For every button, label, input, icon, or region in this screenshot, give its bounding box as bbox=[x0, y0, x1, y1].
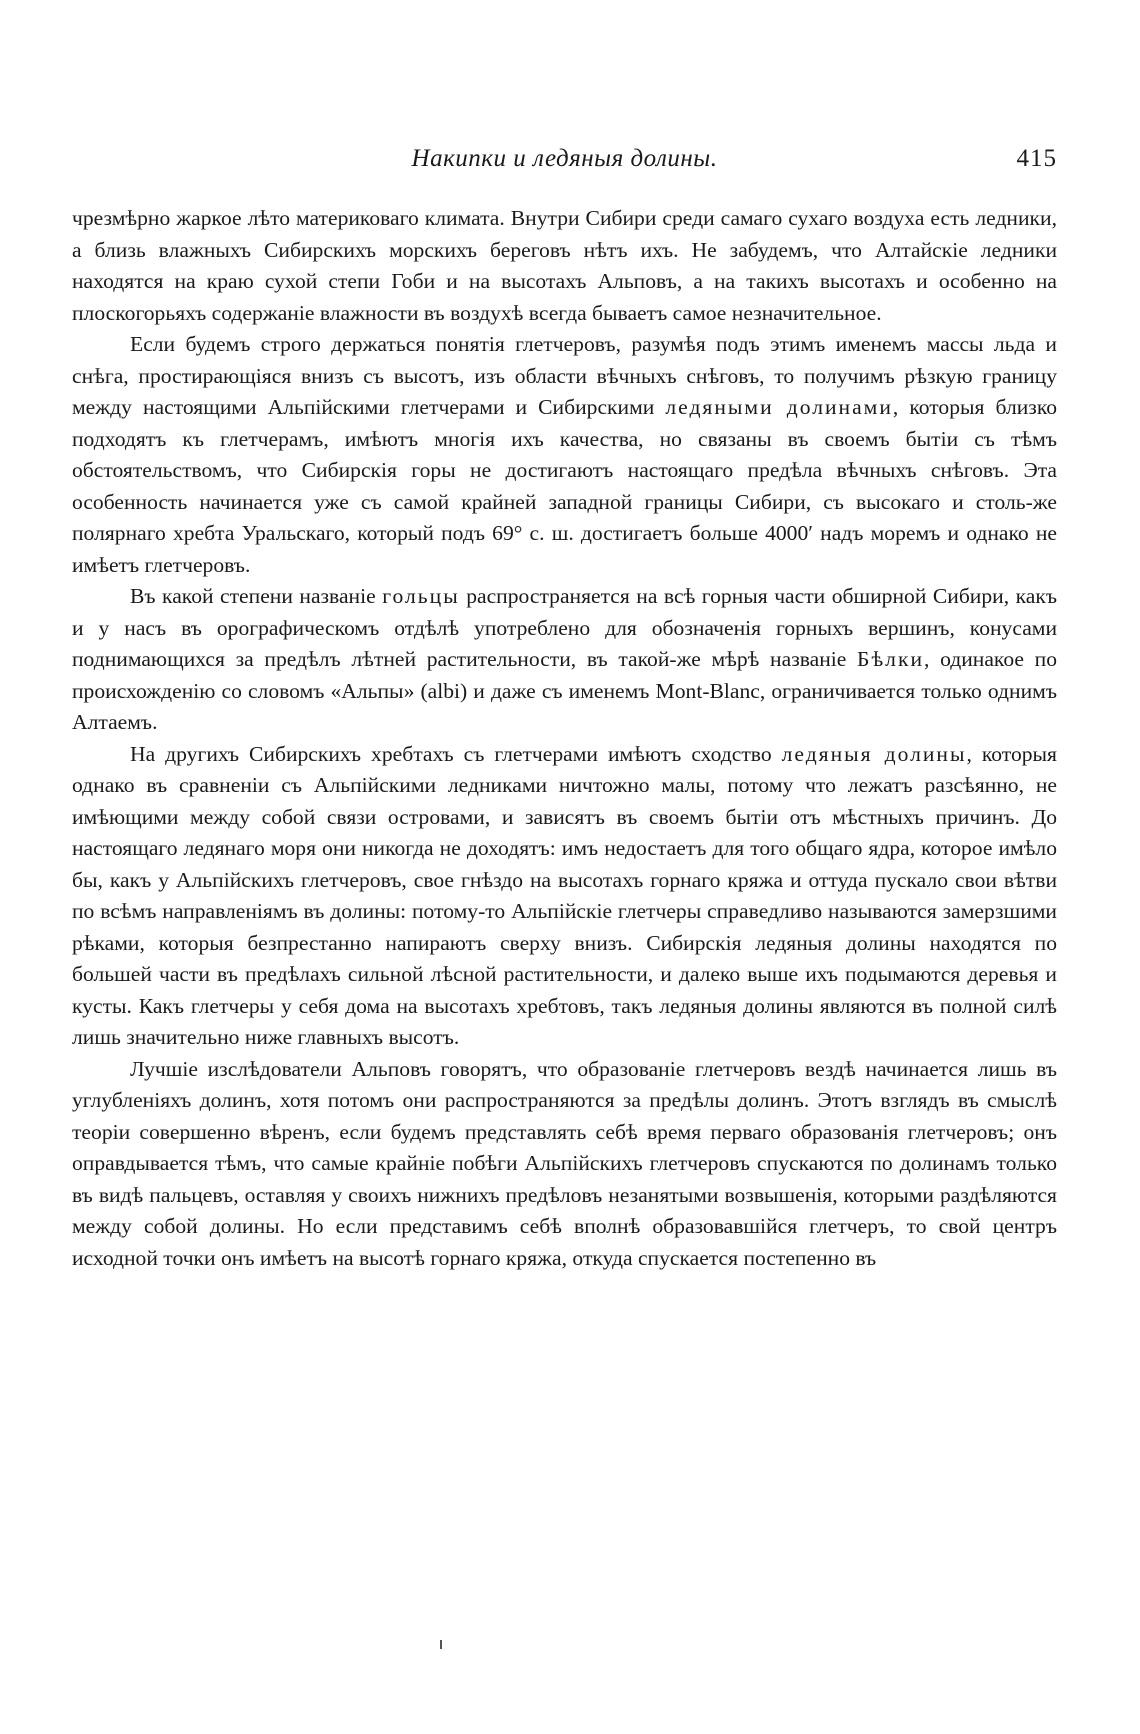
emphasis-term: Бѣлки bbox=[857, 647, 924, 671]
book-page bbox=[72, 0, 1057, 1734]
paragraph-text: На другихъ Сибирскихъ хребтахъ съ глетчерами имѣютъ сходство bbox=[130, 741, 782, 766]
paragraph-goltsy-belki bbox=[72, 581, 1057, 739]
paragraph-text: Въ какой степени названіе bbox=[130, 584, 383, 608]
print-speck bbox=[440, 1640, 442, 1649]
emphasis-term: гольцы bbox=[382, 584, 460, 608]
body-text bbox=[72, 203, 1057, 1274]
paragraph-text: , которыя близко подходятъ къ глетчерамъ, имѣютъ многія ихъ качества, но связаны въ своемъ бытіи съ тѣмъ обстоятельствомъ, что Сибирскія горы не достигаютъ настоящаго предѣла вѣчныхъ снѣговъ. Эта особенность начинается уже съ самой крайней западной границы Сибири, съ высокаго и столь-же полярнаго хребта Уральскаго, который подъ 69° с. ш. достигаетъ больше 4000′ надъ моремъ и однако не имѣетъ глетчеровъ. bbox=[72, 395, 1058, 577]
paragraph-text: Если будемъ строго держаться понятія глетчеровъ, разумѣя подъ этимъ именемъ массы льда и снѣга, простирающіяся внизъ съ высотъ, изъ области вѣчныхъ снѣговъ, то получимъ рѣзкую границу между настоящими Альпійскими глетчерами и Сибирскими bbox=[72, 332, 1057, 419]
emphasis-term: ледяными долинами bbox=[665, 395, 893, 419]
running-title: Накипки и ледяныя долины. bbox=[411, 145, 718, 172]
paragraph-text: , одинакое по происхожденію со словомъ «Альпы» (albi) и даже съ именемъ Mont-Blanc, ограничивается только однимъ Алтаемъ. bbox=[72, 647, 1058, 734]
running-head bbox=[72, 145, 1057, 185]
paragraph-text: Лучшіе изслѣдователи Альповъ говорятъ, что образованіе глетчеровъ вездѣ начинается лишь въ углубленіяхъ долинъ, хотя потомъ они распространяются за предѣлы долинъ. Этотъ взглядъ въ смыслѣ теоріи совершенно вѣренъ, если будемъ представлять себѣ время перваго образованія глетчеровъ; онъ оправдывается тѣмъ, что самые крайніе побѣги Альпійскихъ глетчеровъ спускаются по долинамъ только въ видѣ пальцевъ, оставляя у своихъ нижнихъ предѣловъ незанятыми возвышенія, которыми раздѣляются между собой долины. Но если представимъ себѣ вполнѣ образовавшійся глетчеръ, то свой центръ исходной точки онъ имѣетъ на высотѣ горнаго кряжа, откуда спускается постепенно въ bbox=[72, 1056, 1057, 1270]
paragraph-text: чрезмѣрно жаркое лѣто материковаго климата. Внутри Сибири среди самаго сухаго воздуха есть ледники, а близь влажныхъ Сибирскихъ морскихъ береговъ нѣтъ ихъ. Не забудемъ, что Алтайскіе ледники находятся на краю сухой степи Гоби и на высотахъ Альповъ, а на такихъ высотахъ и особенно на плоскогорьяхъ содержаніе влажности въ воздухѣ всегда бываетъ самое незначительное. bbox=[72, 206, 1057, 325]
paragraph-text: распространяется на всѣ горныя части обширной Сибири, какъ и у насъ въ орографическомъ отдѣлѣ употреблено для обозначенія горныхъ вершинъ, конусами поднимающихся за предѣлъ лѣтней растительности, въ такой-же мѣрѣ названіе bbox=[72, 584, 1058, 671]
paragraph-alpine-researchers bbox=[72, 1054, 1057, 1275]
paragraph-ice-valleys bbox=[72, 739, 1057, 1054]
paragraph-glaciers-definition bbox=[72, 329, 1057, 581]
emphasis-term: ледяныя долины bbox=[781, 741, 967, 766]
page-number: 415 bbox=[1016, 145, 1057, 172]
paragraph-text: , которыя однако въ сравненіи съ Альпійскими ледниками ничтожно малы, потому что лежатъ разсѣянно, не имѣющими между собой связи островами, и зависятъ въ своемъ бытіи отъ мѣстныхъ причинъ. До настоящаго ледянаго моря они никогда не доходятъ: имъ недостаетъ для того общаго ядра, которое имѣло бы, какъ у Альпійскихъ глетчеровъ, свое гнѣздо на высотахъ горнаго кряжа и оттуда пускало свои вѣтви по всѣмъ направленіямъ въ долины: потому-то Альпійскіе глетчеры справедливо называются замерзшими рѣками, которыя безпрестанно напираютъ сверху внизъ. Сибирскія ледяныя долины находятся по большей части въ предѣлахъ сильной лѣсной растительности, и далеко выше ихъ подымаются деревья и кусты. Какъ глетчеры у себя дома на высотахъ хребтовъ, такъ ледяныя долины являются въ полной силѣ лишь значительно ниже главныхъ высотъ. bbox=[72, 741, 1057, 1049]
paragraph-continuation bbox=[72, 203, 1057, 329]
